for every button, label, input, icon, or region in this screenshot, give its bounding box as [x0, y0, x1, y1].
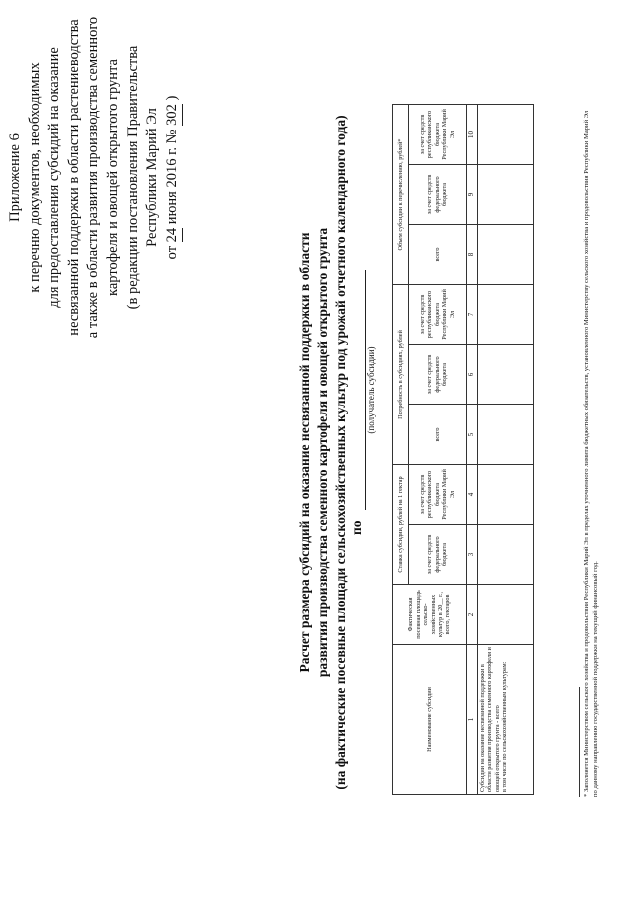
group-need-header: Потребность в субсидиях, рублей — [393, 285, 409, 465]
date-number: 302 — [163, 104, 184, 126]
table-cell — [478, 525, 534, 585]
appendix-date-line — [163, 15, 184, 340]
recipient-caption: (получатель субсидии) — [366, 346, 376, 434]
column-number: 7 — [467, 285, 478, 345]
column-number: 5 — [467, 405, 478, 465]
column-number: 1 — [467, 645, 478, 795]
title-line: Расчет размера субсидий на оказание несвязанной поддержки в области — [297, 232, 312, 673]
column-number: 6 — [467, 345, 478, 405]
table-row — [478, 105, 534, 795]
table-cell — [478, 405, 534, 465]
group-volume-header: Объем субсидии к перечислению, рублей* — [393, 105, 409, 285]
subsidy-table — [392, 104, 534, 795]
column-number: 2 — [467, 585, 478, 645]
recipient-field — [351, 270, 366, 510]
title-line: (на фактические посевные площади сельскохозяйственных культур под урожай отчетного календарного года) — [333, 115, 348, 790]
date-suffix: ) — [163, 95, 180, 101]
footnote-divider — [579, 687, 580, 797]
sub-federal-header: за счет средств федерального бюджета — [409, 525, 467, 585]
sub-republic-header: за счет средств республиканского бюджета Республики Марий Эл — [409, 105, 467, 165]
table-cell — [478, 165, 534, 225]
sub-republic-header: за счет средств республиканского бюджета Республики Марий Эл — [409, 465, 467, 525]
appendix-line: к перечню документов, необходимых — [26, 62, 43, 293]
date-rest: июня 2016 г. № — [163, 129, 180, 225]
row-label-total: Субсидии на оказание несвязанной поддержки в области развития производства семенного картофеля и овощей открытого грунта - всего — [479, 647, 501, 792]
column-number: 10 — [467, 105, 478, 165]
sub-total-header: всего — [409, 225, 467, 285]
column-number: 3 — [467, 525, 478, 585]
po-label: по — [349, 520, 364, 535]
table-cell — [478, 345, 534, 405]
table-cell — [478, 285, 534, 345]
appendix-line: Республики Марий Эл — [144, 108, 161, 247]
column-number: 4 — [467, 465, 478, 525]
col-area-header: Фактическая посевная площадь сельско-хозяйственных культур в 20__ г., всего, гектаров — [393, 585, 467, 645]
sub-republic-header: за счет средств республиканского бюджета Республики Марий Эл — [409, 285, 467, 345]
date-prefix: от — [163, 245, 180, 260]
row-label-sub: в том числе по сельскохозяйственным культурам: — [501, 661, 509, 792]
table-cell — [478, 225, 534, 285]
col-name-header: Наименование субсидии — [393, 645, 467, 795]
table-cell — [478, 585, 534, 645]
table-cell — [478, 105, 534, 165]
table-header-row — [393, 105, 409, 795]
appendix-header — [6, 15, 183, 340]
sub-federal-header: за счет средств федерального бюджета — [409, 345, 467, 405]
sub-total-header: всего — [409, 405, 467, 465]
footnote: * Заполняется Министерством сельского хозяйства и продовольствия Республики Марий Эл в пределах уточненного лимита бюджетных обязательств, установленного Министерству сельского хозяйства и продовольствия Республики Марий Эл по данному направлению государственной поддержки на текущий финансовый год. — [583, 110, 599, 797]
appendix-line: для предоставления субсидий на оказание — [46, 47, 63, 308]
appendix-line: картофеля и овощей открытого грунта — [104, 59, 121, 296]
appendix-line: несвязанной поддержки в области растениеводства — [65, 19, 82, 336]
appendix-line: Приложение 6 — [7, 133, 23, 222]
table-number-row — [467, 105, 478, 795]
subsidy-row-label — [478, 645, 534, 795]
appendix-line: а также в области развития производства семенного — [85, 16, 102, 339]
column-number: 8 — [467, 225, 478, 285]
title-line: развития производства семенного картофеля и овощей открытого грунта — [315, 227, 330, 678]
table-cell — [478, 465, 534, 525]
date-day: 24 — [163, 228, 184, 243]
appendix-line: (в редакции постановления Правительства — [124, 45, 141, 310]
column-number: 9 — [467, 165, 478, 225]
group-rate-header: Ставка субсидии, рублей на 1 гектар — [393, 465, 409, 585]
document-title — [296, 0, 350, 905]
sub-federal-header: за счет средств федерального бюджета — [409, 165, 467, 225]
